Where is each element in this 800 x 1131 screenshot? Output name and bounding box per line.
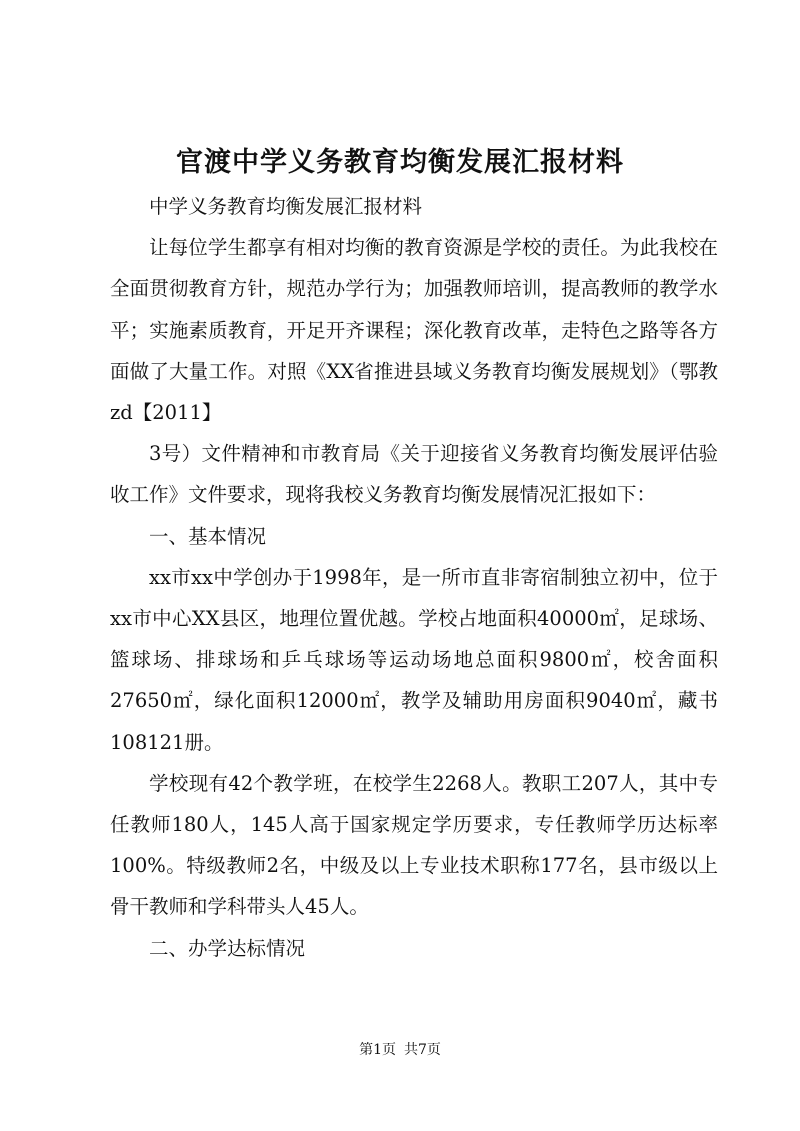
page-number: 第1页 [359, 1042, 396, 1058]
page-total: 共7页 [404, 1042, 441, 1058]
document-body [110, 186, 718, 969]
page-footer [0, 1040, 800, 1060]
document-title: 官渡中学义务教育均衡发展汇报材料 [176, 147, 624, 178]
section-heading-basic-info: 一、基本情况 [149, 524, 267, 548]
paragraph-subtitle: 中学义务教育均衡发展汇报材料 [149, 195, 423, 218]
paragraph-school-facilities: xx市xx中学创办于1998年，是一所市直非寄宿制独立初中，位于xx市中心XX县区，地理位置优越。学校占地面积40000㎡，足球场、篮球场、排球场和乒乓球场等运动场地总面积9800㎡，校舍面积27650㎡，绿化面积12000㎡，教学及辅助用房面积9040㎡，藏书108121册。 [110, 565, 718, 754]
paragraph-staff-students: 学校现有42个教学班，在校学生2268人。教职工207人，其中专任教师180人，145人高于国家规定学历要求，专任教师学历达标率100%。特级教师2名，中级及以上专业技术职称177名，县市级以上骨干教师和学科带头人45人。 [110, 771, 718, 919]
paragraph-intro-continued: 3号）文件精神和市教育局《关于迎接省义务教育均衡发展评估验收工作》文件要求，现将我校义务教育均衡发展情况汇报如下： [110, 442, 718, 507]
paragraph-intro: 让每位学生都享有相对均衡的教育资源是学校的责任。为此我校在全面贯彻教育方针，规范办学行为；加强教师培训，提高教师的教学水平；实施素质教育，开足开齐课程；深化教育改革，走特色之路等各方面做了大量工作。对照《XX省推进县域义务教育均衡发展规划》（鄂教zd【2011】 [110, 236, 718, 425]
section-heading-standards: 二、办学达标情况 [149, 936, 306, 960]
